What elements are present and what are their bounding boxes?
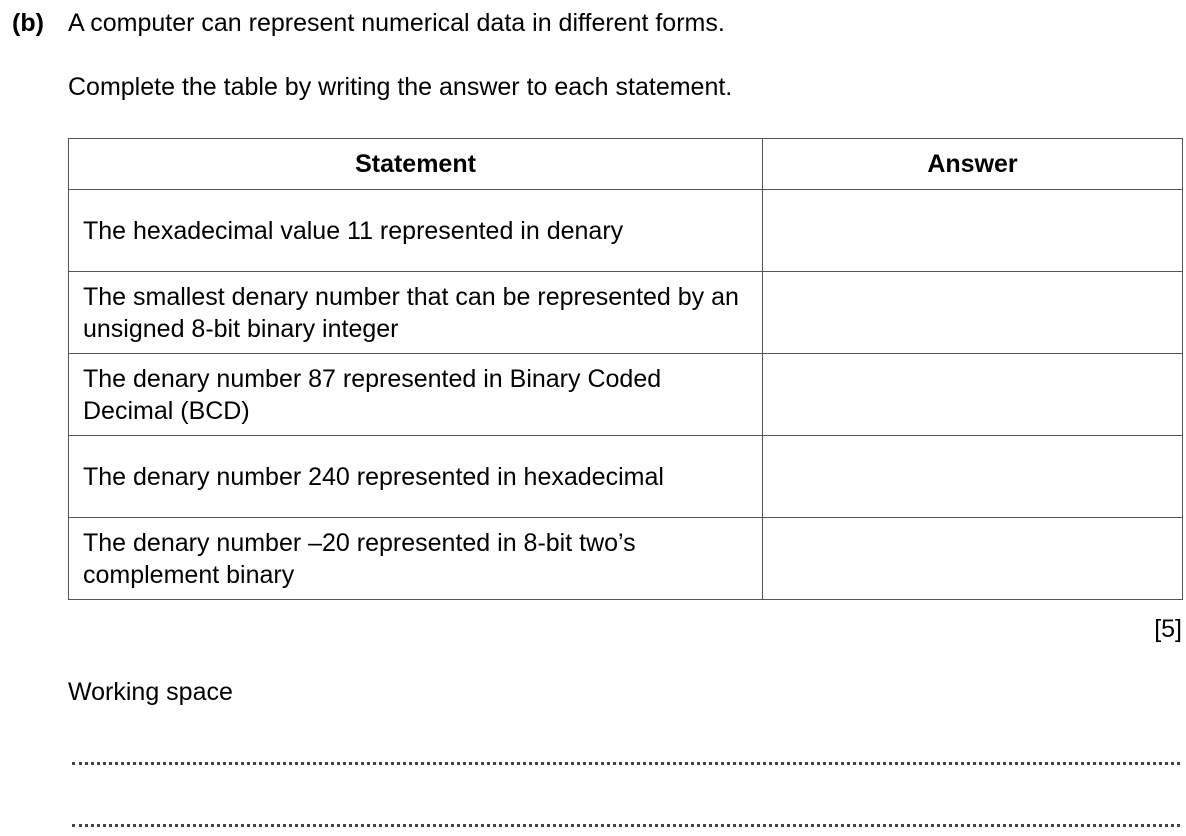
question-part-label: (b)	[12, 9, 44, 37]
answer-column-header: Answer	[763, 139, 1183, 190]
table-header-row	[69, 139, 1183, 190]
table-row	[69, 190, 1183, 272]
statement-column-header: Statement	[69, 139, 763, 190]
answer-cell[interactable]	[763, 190, 1183, 272]
marks-allocation: [5]	[1154, 615, 1182, 643]
statement-cell: The denary number –20 represented in 8-bit two’s complement binary	[69, 518, 763, 600]
table-row	[69, 518, 1183, 600]
statement-cell: The denary number 240 represented in hexadecimal	[69, 436, 763, 518]
working-space-label: Working space	[68, 678, 233, 706]
statement-cell: The hexadecimal value 11 represented in denary	[69, 190, 763, 272]
statement-cell: The denary number 87 represented in Binary Coded Decimal (BCD)	[69, 354, 763, 436]
answer-cell[interactable]	[763, 272, 1183, 354]
table-row	[69, 354, 1183, 436]
answer-table	[68, 138, 1183, 600]
question-instruction-text: Complete the table by writing the answer to each statement.	[68, 73, 733, 101]
table-row	[69, 436, 1183, 518]
working-answer-line[interactable]	[72, 824, 1180, 827]
answer-cell[interactable]	[763, 354, 1183, 436]
question-intro-text: A computer can represent numerical data in different forms.	[68, 9, 725, 37]
answer-cell[interactable]	[763, 436, 1183, 518]
table-row	[69, 272, 1183, 354]
working-answer-line[interactable]	[72, 762, 1180, 765]
statement-cell: The smallest denary number that can be represented by an unsigned 8-bit binary integer	[69, 272, 763, 354]
answer-cell[interactable]	[763, 518, 1183, 600]
